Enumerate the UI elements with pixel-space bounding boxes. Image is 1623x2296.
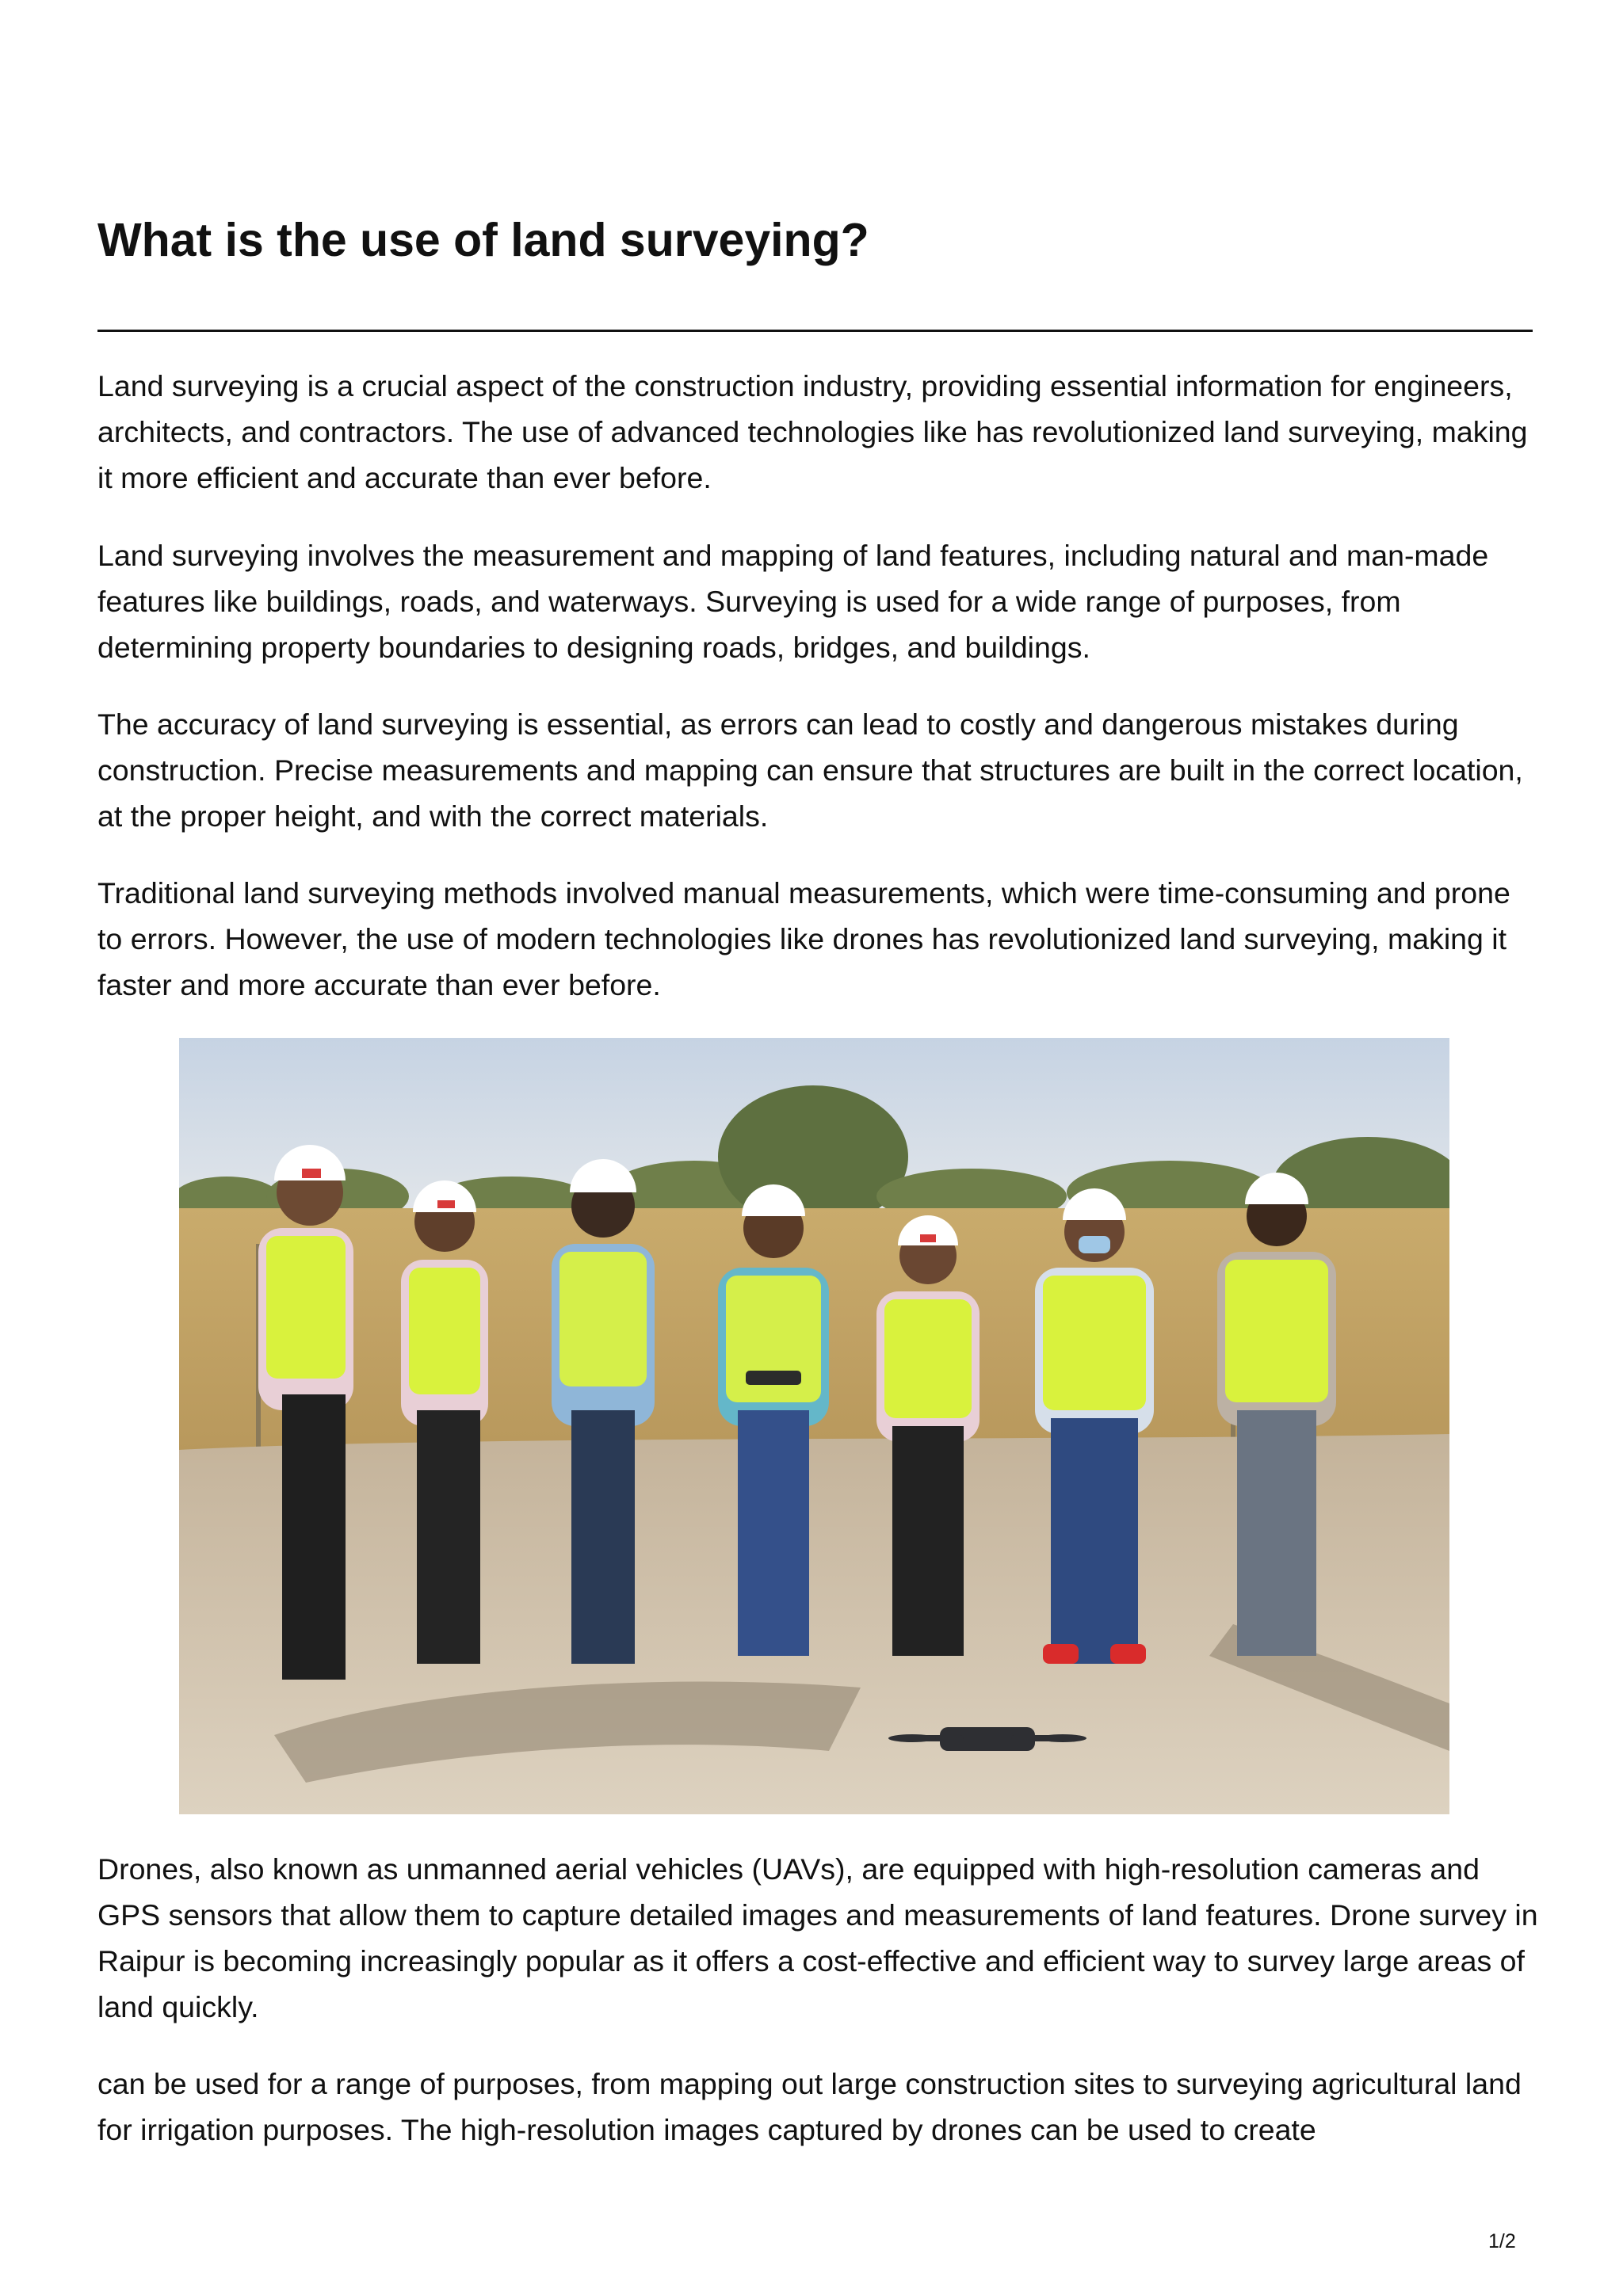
paragraph-1: Land surveying is a crucial aspect of the construction industry, providing essential information for engineers, architects, and contractors. The use of advanced technologies like has revolutionized land surveying, making it more efficient and accurate than ever before. bbox=[97, 369, 1528, 494]
paragraph-4: Traditional land surveying methods involved manual measurements, which were time-consuming and prone to errors. However, the use of modern technologies like drones has revolutionized land surveying, making it faster and more accurate than ever before. bbox=[97, 876, 1510, 1001]
page-number: 1/2 bbox=[1488, 2230, 1516, 2252]
paragraph-3: The accuracy of land surveying is essential, as errors can lead to costly and dangerous mistakes during construction. Precise measurements and mapping can ensure that structures are built in the correct location, at the proper height, and with the correct materials. bbox=[97, 707, 1523, 833]
page-title: What is the use of land surveying? bbox=[97, 214, 869, 266]
paragraph-6: can be used for a range of purposes, from mapping out large construction sites to surveying agricultural land for irrigation purposes. The high-resolution images captured by drones can be used to create bbox=[97, 2067, 1522, 2146]
paragraph-2: Land surveying involves the measurement and mapping of land features, including natural and man-made features like buildings, roads, and waterways. Surveying is used for a wide range of purposes, from determining property boundaries to designing roads, bridges, and buildings. bbox=[97, 539, 1489, 664]
survey-team-photo bbox=[179, 1038, 1449, 1814]
title-divider bbox=[97, 330, 1533, 332]
paragraph-5: Drones, also known as unmanned aerial vehicles (UAVs), are equipped with high-resolution cameras and GPS sensors that allow them to capture detailed images and measurements of land features. Drone survey in Raipur is becoming increasingly popular as it offers a cost-effective and efficient way to survey large areas of land quickly. bbox=[97, 1852, 1538, 2023]
